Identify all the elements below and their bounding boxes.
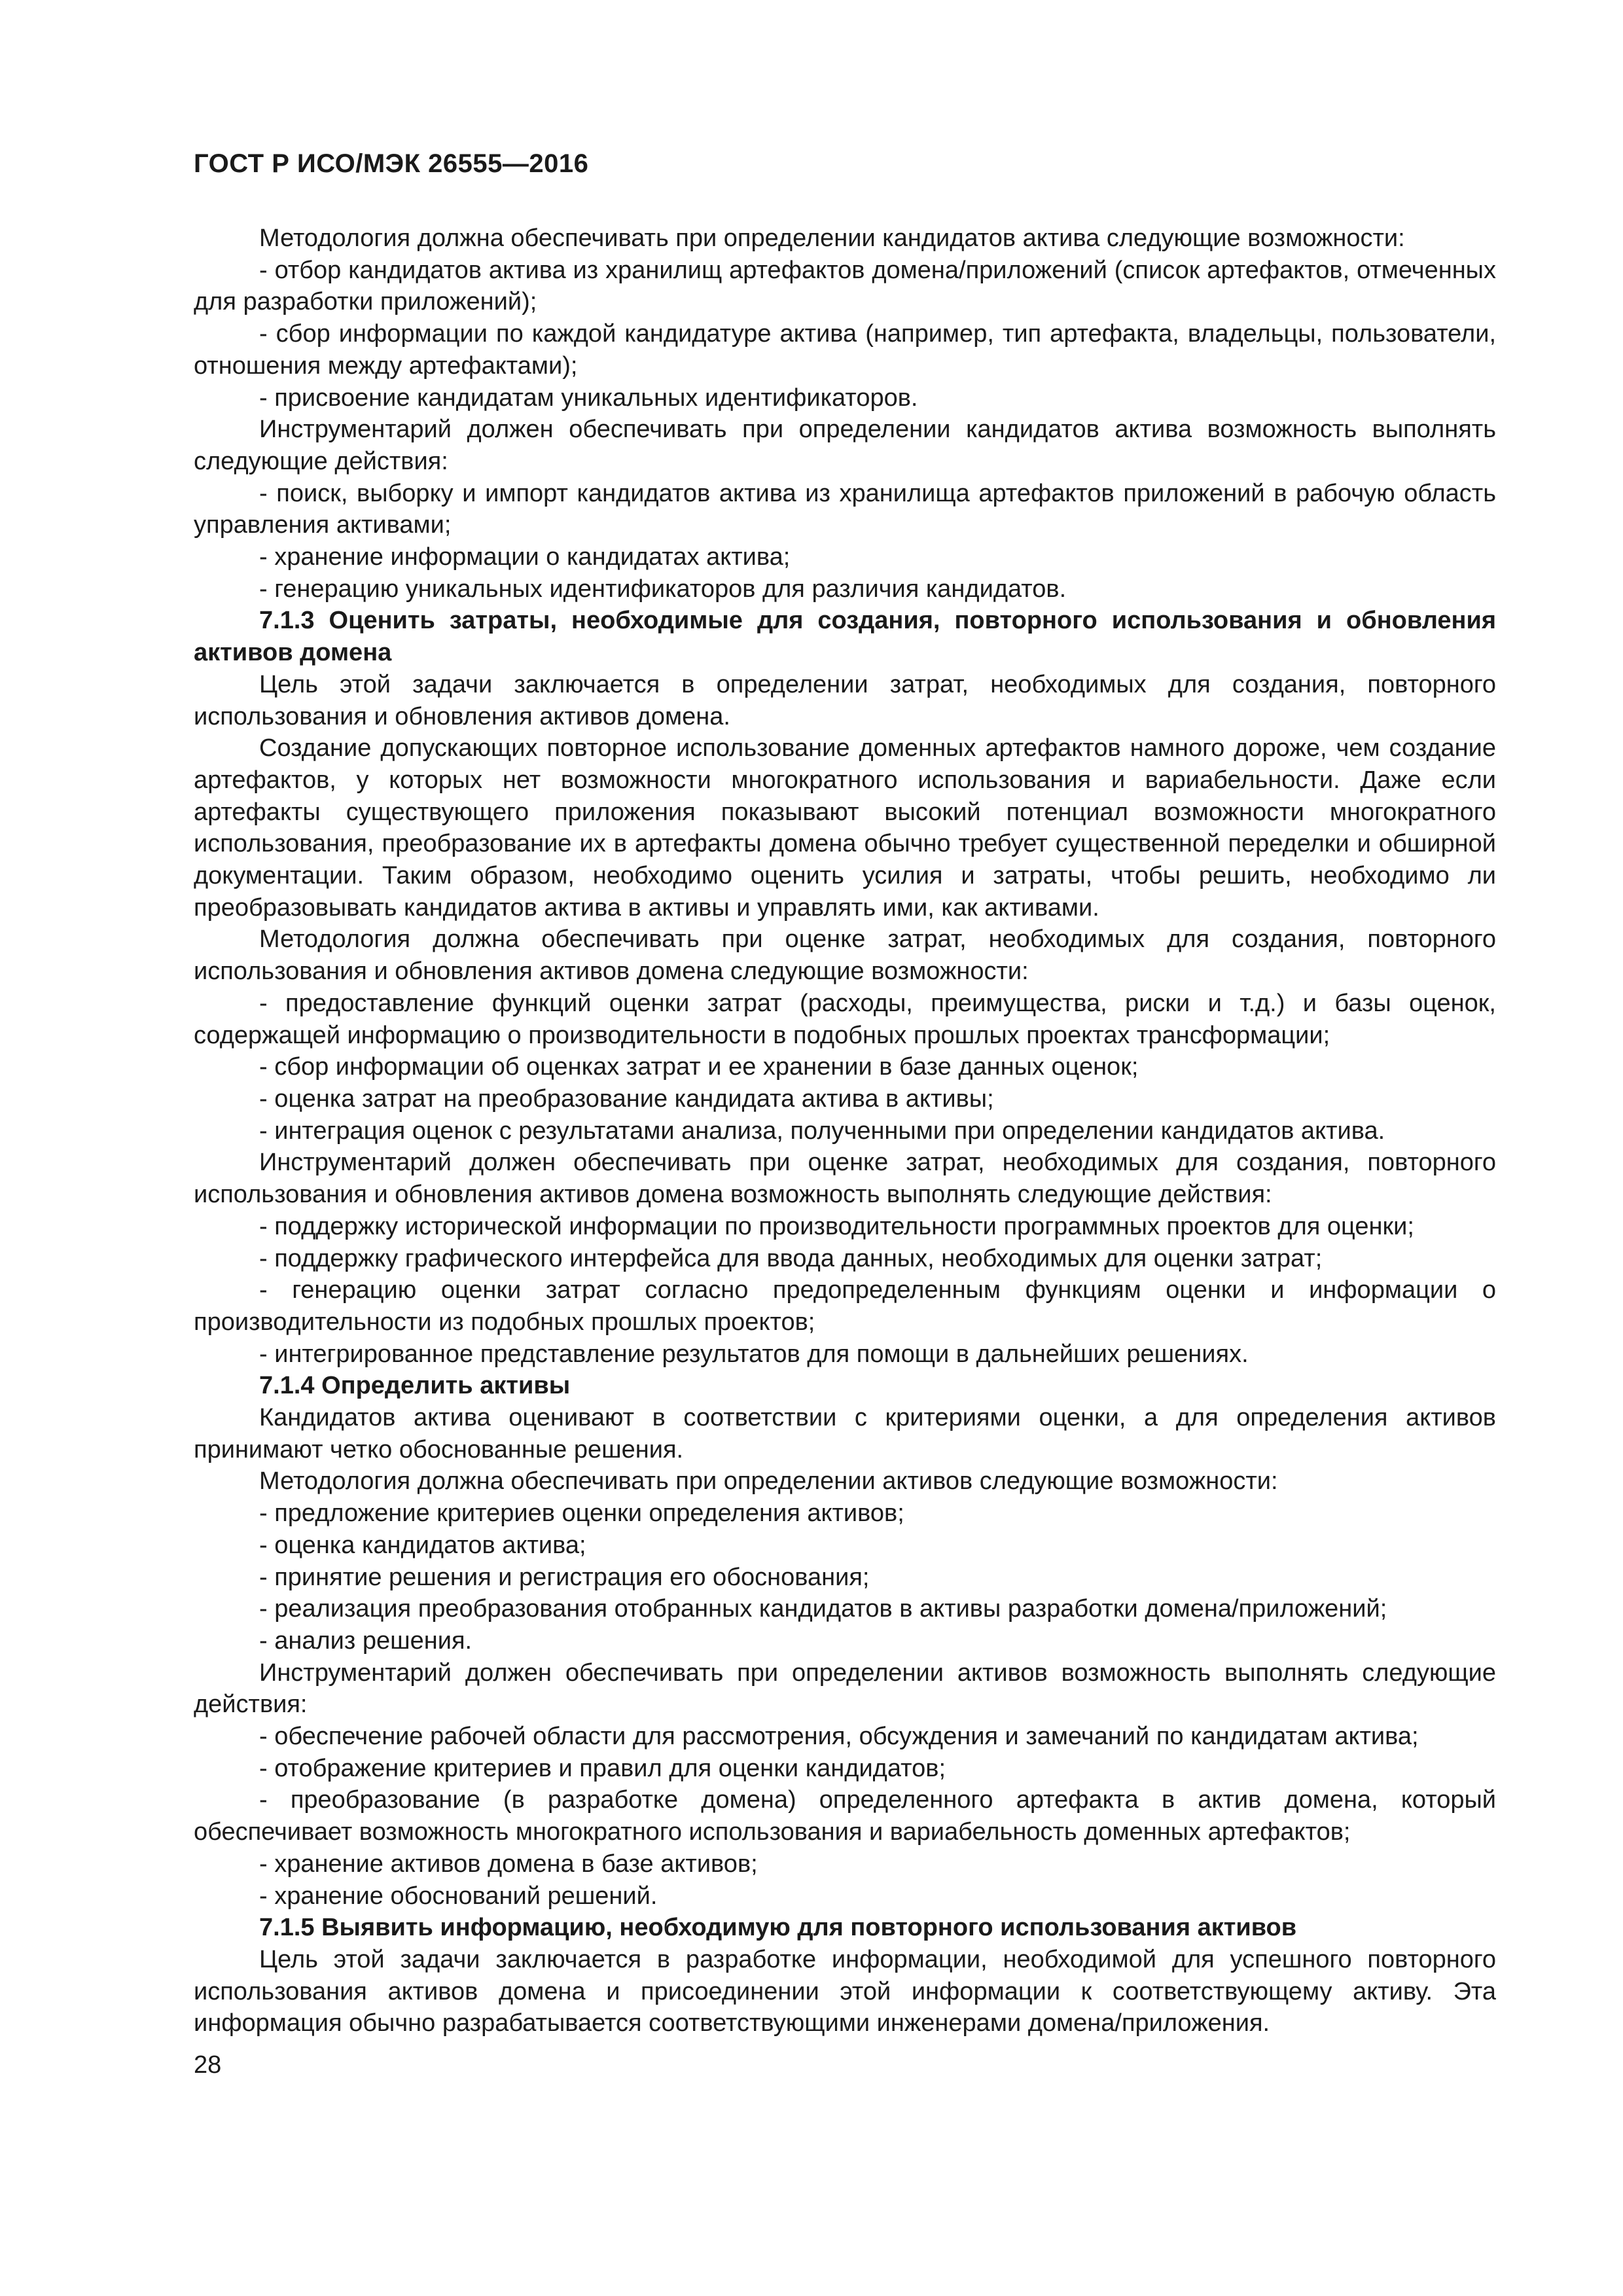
paragraph: - интеграция оценок с результатами анализа, полученными при определении кандидатов актива. <box>259 1117 1385 1145</box>
paragraph: - интегрированное представление результатов для помощи в дальнейших решениях. <box>259 1340 1249 1368</box>
paragraph: - хранение обоснований решений. <box>259 1882 658 1910</box>
paragraph: - реализация преобразования отобранных кандидатов в активы разработки домена/приложений; <box>259 1595 1387 1623</box>
paragraph: Инструментарий должен обеспечивать при оценке затрат, необходимых для создания, повторного использования и обновления активов домена возможность выполнять следующие действия: <box>194 1149 1496 1209</box>
paragraph: - отображение критериев и правил для оценки кандидатов; <box>259 1754 946 1782</box>
section-heading: 7.1.3 Оценить затраты, необходимые для создания, повторного использования и обновления активов домена <box>194 607 1496 667</box>
paragraph: - обеспечение рабочей области для рассмотрения, обсуждения и замечаний по кандидатам актива; <box>259 1723 1419 1751</box>
document-body <box>194 223 1496 2039</box>
document-header: ГОСТ Р ИСО/МЭК 26555—2016 <box>194 149 589 178</box>
paragraph: Создание допускающих повторное использование доменных артефактов намного дороже, чем создание артефактов, у которых нет возможности многократного использования и вариабельности. Даже если артефакты существующего приложения показывают высокий потенциал возможности многократного использования, преобразование их в артефакты домена обычно требует существенной переделки и обширной документации. Таким образом, необходимо оценить усилия и затраты, чтобы решить, необходимо ли преобразовывать кандидатов актива в активы и управлять ими, как активами. <box>194 734 1496 922</box>
paragraph: Инструментарий должен обеспечивать при определении кандидатов актива возможность выполнять следующие действия: <box>194 416 1496 475</box>
paragraph: - поиск, выборку и импорт кандидатов актива из хранилища артефактов приложений в рабочую область управления активами; <box>194 479 1496 539</box>
paragraph: Цель этой задачи заключается в разработке информации, необходимой для успешного повторного использования активов домена и присоединении этой информации к соответствующему активу. Эта информация обычно разрабатывается соответствующими инженерами домена/приложения. <box>194 1945 1496 2037</box>
paragraph: - поддержку исторической информации по производительности программных проектов для оценки; <box>259 1212 1414 1240</box>
paragraph: - предоставление функций оценки затрат (расходы, преимущества, риски и т.д.) и базы оценок, содержащей информацию о производительности в подобных прошлых проектах трансформации; <box>194 989 1496 1049</box>
paragraph: - сбор информации об оценках затрат и ее хранении в базе данных оценок; <box>259 1053 1139 1081</box>
page-number: 28 <box>194 2051 222 2079</box>
paragraph: Инструментарий должен обеспечивать при определении активов возможность выполнять следующие действия: <box>194 1659 1496 1719</box>
paragraph: - оценка кандидатов актива; <box>259 1531 586 1559</box>
paragraph: - отбор кандидатов актива из хранилищ артефактов домена/приложений (список артефактов, отмеченных для разработки приложений); <box>194 256 1496 316</box>
paragraph: Методология должна обеспечивать при определении кандидатов актива следующие возможности: <box>259 224 1405 252</box>
paragraph: - генерацию уникальных идентификаторов для различия кандидатов. <box>259 575 1067 603</box>
paragraph: Кандидатов актива оценивают в соответствии с критериями оценки, а для определения активов принимают четко обоснованные решения. <box>194 1404 1496 1463</box>
paragraph: - присвоение кандидатам уникальных идентификаторов. <box>259 384 918 412</box>
paragraph: - хранение активов домена в базе активов; <box>259 1850 758 1878</box>
section-heading: 7.1.4 Определить активы <box>259 1372 571 1400</box>
paragraph: - хранение информации о кандидатах актива; <box>259 543 791 571</box>
paragraph: - генерацию оценки затрат согласно предопределенным функциям оценки и информации о производительности из подобных прошлых проектов; <box>194 1276 1496 1336</box>
paragraph: Цель этой задачи заключается в определении затрат, необходимых для создания, повторного использования и обновления активов домена. <box>194 670 1496 730</box>
paragraph: - предложение критериев оценки определения активов; <box>259 1499 904 1528</box>
paragraph: - сбор информации по каждой кандидатуре актива (например, тип артефакта, владельцы, пользователи, отношения между артефактами); <box>194 320 1496 380</box>
paragraph: Методология должна обеспечивать при оценке затрат, необходимых для создания, повторного использования и обновления активов домена следующие возможности: <box>194 925 1496 986</box>
paragraph: - оценка затрат на преобразование кандидата актива в активы; <box>259 1085 994 1113</box>
paragraph: - принятие решения и регистрация его обоснования; <box>259 1563 870 1591</box>
paragraph: Методология должна обеспечивать при определении активов следующие возможности: <box>259 1467 1278 1496</box>
section-heading: 7.1.5 Выявить информацию, необходимую для повторного использования активов <box>259 1914 1297 1942</box>
paragraph: - поддержку графического интерфейса для ввода данных, необходимых для оценки затрат; <box>259 1244 1323 1272</box>
paragraph: - анализ решения. <box>259 1626 473 1655</box>
paragraph: - преобразование (в разработке домена) определенного артефакта в актив домена, который обеспечивает возможность многократного использования и вариабельность доменных артефактов; <box>194 1786 1496 1846</box>
